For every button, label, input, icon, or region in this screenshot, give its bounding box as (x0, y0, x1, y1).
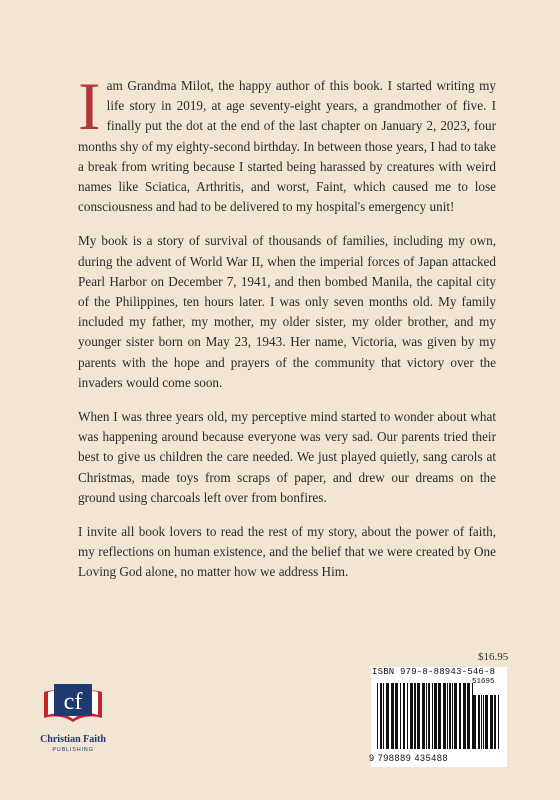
barcode-bar (467, 683, 470, 749)
barcode-bar (447, 683, 448, 749)
barcode-bar (449, 683, 451, 749)
barcode-bar (494, 695, 496, 749)
barcode-bar (407, 683, 408, 749)
barcode-bar (452, 683, 453, 749)
barcode-bar (383, 683, 384, 749)
barcode-bar (426, 683, 427, 749)
barcode-bar (400, 683, 401, 749)
barcode-bar (454, 683, 457, 749)
barcode-bar (459, 683, 461, 749)
barcode-bar (395, 683, 398, 749)
paragraph-1 (78, 68, 496, 217)
logo-letters: cf (63, 689, 83, 715)
barcode-bar (386, 683, 389, 749)
isbn-label: ISBN 979-8-88943-546-8 (372, 667, 496, 677)
barcode-bar (485, 695, 488, 749)
barcode-bar (422, 683, 425, 749)
publisher-logo (38, 678, 108, 768)
ean-barcode-bars (377, 683, 477, 753)
price: $16.95 (478, 651, 509, 663)
addon-digits: 51695 (472, 678, 495, 686)
barcode-bar (428, 683, 430, 749)
publisher-name: Christian Faith (40, 734, 106, 745)
barcode-bar (473, 695, 476, 749)
barcode-bar (410, 683, 413, 749)
paragraph-2: My book is a story of survival of thousands of families, including my own, during the advent of World War II, when the imperial forces of Japan attacked Pearl Harbor on December 7, 1941, and then bombed Manila, the capital city of the Philippines, ten hours later. I was only seven months old. My family included my father, my mother, my older sister, my older brother, and my younger sister born on May 23, 1943. Her name, Victoria, was given by my parents with the hope and prayers of the community that victory over the invaders would come soon. (78, 233, 496, 390)
barcode-bar (434, 683, 437, 749)
addon-barcode-bars (473, 695, 503, 753)
barcode-bar (380, 683, 382, 749)
barcode-bar (481, 695, 482, 749)
barcode-bar (463, 683, 466, 749)
barcode-bar (377, 683, 378, 749)
barcode-bar (483, 695, 484, 749)
barcode-bar (443, 683, 446, 749)
barcode-bar (432, 683, 433, 749)
barcode-bar (391, 683, 394, 749)
publisher-sub: PUBLISHING (52, 747, 94, 753)
ean-digits: 9 798889 435488 (369, 753, 449, 763)
paragraph-3: When I was three years old, my perceptive mind started to wonder about what was happening around because everyone was very sad. Our parents tried their best to give us children the care needed. We just played quietly, sang carols at Christmas, made toys from scraps of paper, and drew our dreams on the ground using charcoals left over from bonfires. (78, 409, 496, 505)
barcode-bar (478, 695, 480, 749)
paragraph-1-text: am Grandma Milot, the happy author of this book. I started writing my life story in 2019, at age seventy-eight years, a grandmother of five. I finally put the dot at the end of the last chapter on January 2, 2023, four months shy of my eighty-second birthday. In between those years, I had to take a break from writing because I started being harassed by creatures with weird names like Sciatica, Arthritis, and worst, Faint, which caused me to lose consciousness and had to be delivered to my hospital's emergency unit! (78, 78, 496, 215)
book-cf-icon (38, 678, 108, 734)
paragraph-4: I invite all book lovers to read the rest of my story, about the power of faith, my reflections on human existence, and the belief that we were created by One Loving God alone, no matter how we address Him. (78, 524, 496, 580)
barcode-bar (438, 683, 441, 749)
drop-cap: I (78, 68, 101, 144)
barcode-bar (414, 683, 416, 749)
barcode-bar (403, 683, 405, 749)
barcode-bar (417, 683, 420, 749)
back-cover-text (78, 68, 496, 597)
barcode-bar (498, 695, 499, 749)
barcode-bar (490, 695, 493, 749)
